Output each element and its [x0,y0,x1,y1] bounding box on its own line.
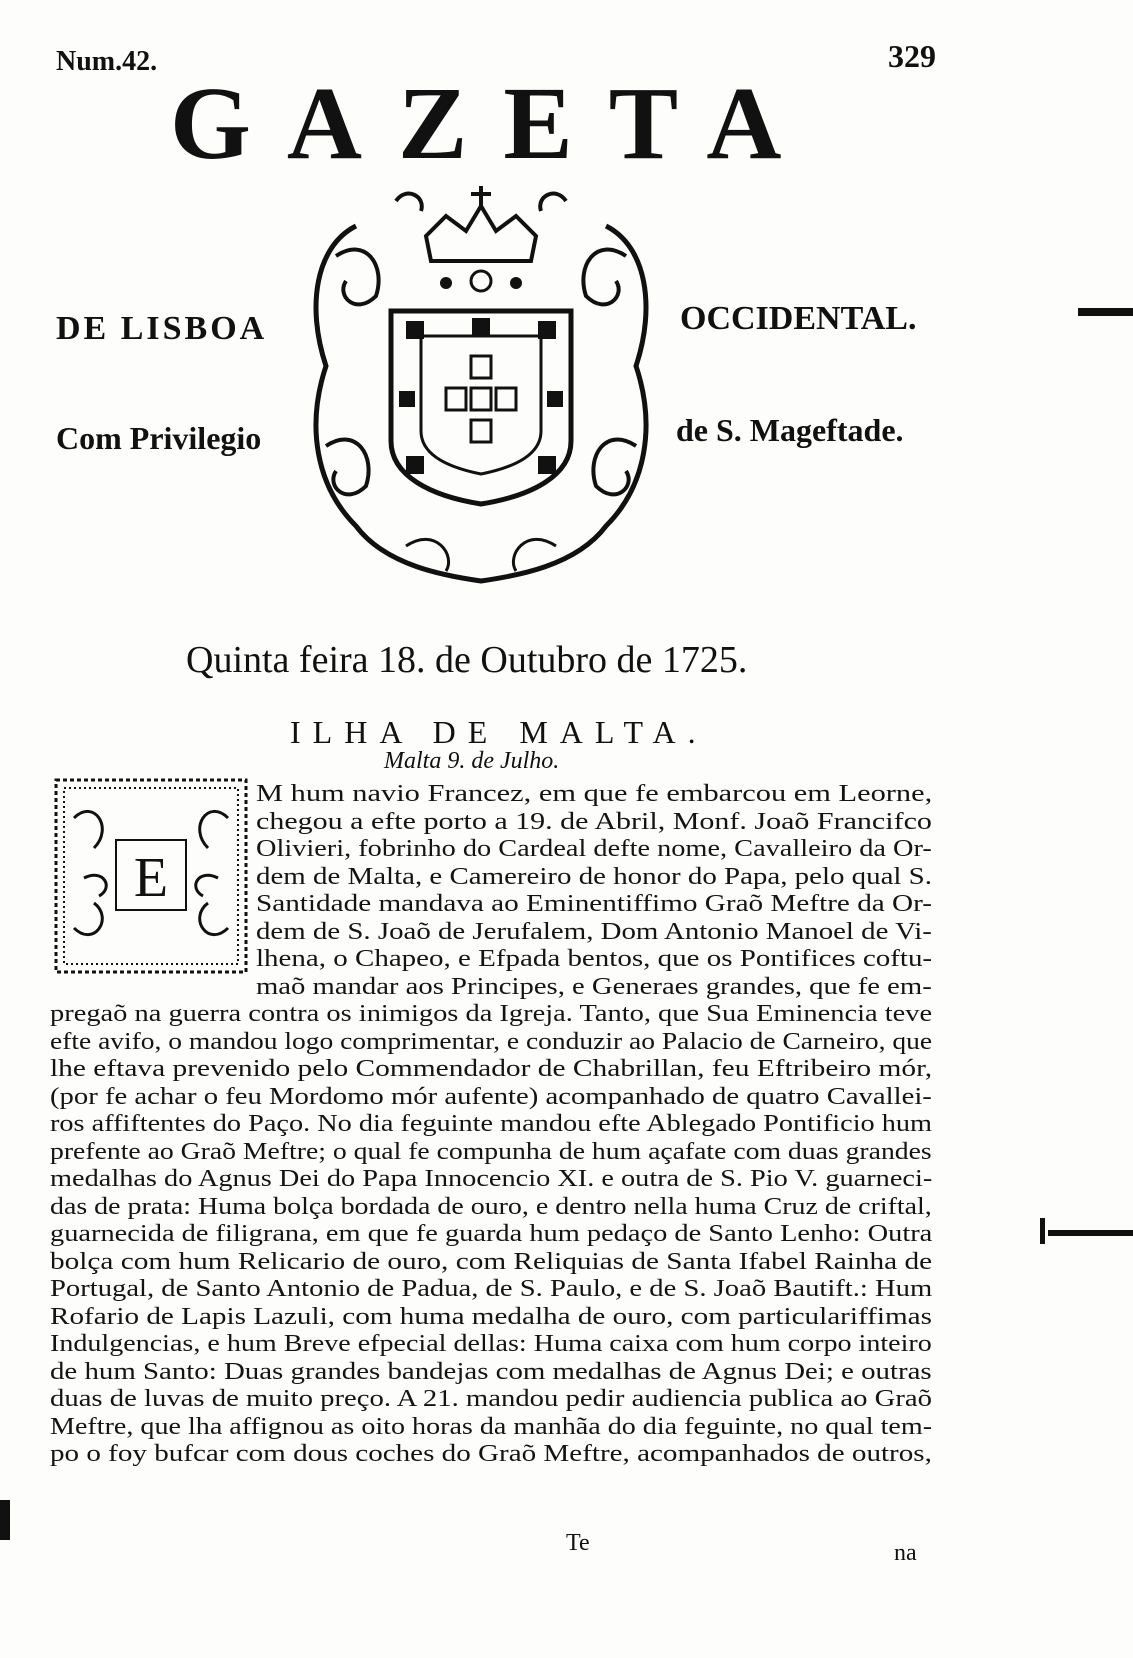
masthead-subtitle-right: OCCIDENTAL. [680,300,917,337]
article-subheading: Malta 9. de Julho. [384,748,560,774]
article-line: Indulgencias, e hum Breve efpecial dellas: Huma caixa com hum corpo inteiro [50,1330,932,1357]
article-line: de hum Santo: Duas grandes bandejas com medalhas de Agnus Dei; e outras [50,1357,932,1385]
catchword-left: Te [566,1530,590,1556]
margin-mark [1040,1218,1045,1244]
privilege-right: de S. Mageftade. [676,412,904,448]
article-line: maõ mandar aos Principes, e Generaes grandes, que fe em- [256,972,932,1000]
issue-number: Num.42. [56,46,158,77]
article-line: lhe eftava prevenido pelo Commendador de Chabrillan, feu Eftribeiro mór, [50,1055,933,1082]
article-line: Meftre, que lha affignou as oito horas da manhãa do dia feguinte, no qual tem- [50,1412,933,1440]
article-line: M hum navio Francez, em que fe embarcou em Leorne, [256,780,933,807]
article-line: (por fe achar o feu Mordomo mór aufente) acompanhado de quatro Cavallei- [50,1082,932,1110]
article-line: Santidade mandava ao Eminentiffimo Graõ Meftre da Or- [256,890,933,917]
masthead-subtitle-left: DE LISBOA [56,310,268,347]
article-line: po o foy bufcar com dous coches do Graõ Meftre, acompanhados de outros, [50,1440,932,1467]
masthead-title: GAZETA [170,66,818,181]
article-line: prefente ao Graõ Meftre; o qual fe compunha de hum açafate com duas grandes [50,1137,932,1165]
article-line: das de prata: Huma bolça bordada de ouro, e dentro nella huma Cruz de criftal, [50,1192,932,1220]
article-line: duas de luvas de muito preço. A 21. mandou pedir audiencia publica ao Graõ [50,1385,932,1412]
page-number: 329 [888,38,936,74]
royal-coat-of-arms-icon [296,186,666,586]
article-line: guarnecida de filigrana, em que fe guarda hum pedaço de Santo Lenho: Outra [50,1220,933,1247]
article-line: efte avifo, o mandou logo comprimentar, e conduzir ao Palacio de Carneiro, que [50,1027,933,1055]
article-line: dem de Malta, e Camereiro de honor do Papa, pelo qual S. [256,862,932,890]
catchword-right: na [894,1540,917,1566]
article-line: chegou a efte porto a 19. de Abril, Monf. Joaõ Francifco [256,807,932,835]
article-line: pregaõ na guerra contra os inimigos da Igreja. Tanto, que Sua Eminencia teve [50,1000,933,1027]
article-line: dem de S. Joaõ de Jerufalem, Dom Antonio Manoel de Vi- [256,917,932,945]
article-line: ros affiftentes do Paço. No dia feguinte mandou efte Ablegado Pontificio hum [50,1110,933,1137]
privilege-left: Com Privilegio [56,420,262,456]
article-line: Portugal, de Santo Antonio de Padua, de S. Paulo, e de S. Joaõ Bautift.: Hum [50,1275,933,1302]
article-line: Rofario de Lapis Lazuli, com huma medalha de ouro, com particulariffimas [50,1302,932,1330]
initial-letter: E [133,847,169,909]
article-line: medalhas do Agnus Dei do Papa Innocencio XI. e outra de S. Pio V. guarneci- [50,1165,933,1192]
article-line: Olivieri, fobrinho do Cardeal defte nome, Cavalleiro da Or- [256,835,932,862]
article-line: lhena, o Chapeo, e Efpada bentos, que os Pontifices coftu- [256,945,933,972]
margin-mark [0,1500,10,1540]
article-line: bolça com hum Relicario de ouro, com Reliquias de Santa Ifabel Rainha de [50,1247,933,1275]
article-heading: ILHA DE MALTA. [290,714,708,750]
margin-mark [1048,1230,1133,1236]
decorated-initial-icon [54,778,248,974]
margin-mark [1078,308,1133,316]
dateline: Quinta feira 18. de Outubro de 1725. [186,639,748,681]
